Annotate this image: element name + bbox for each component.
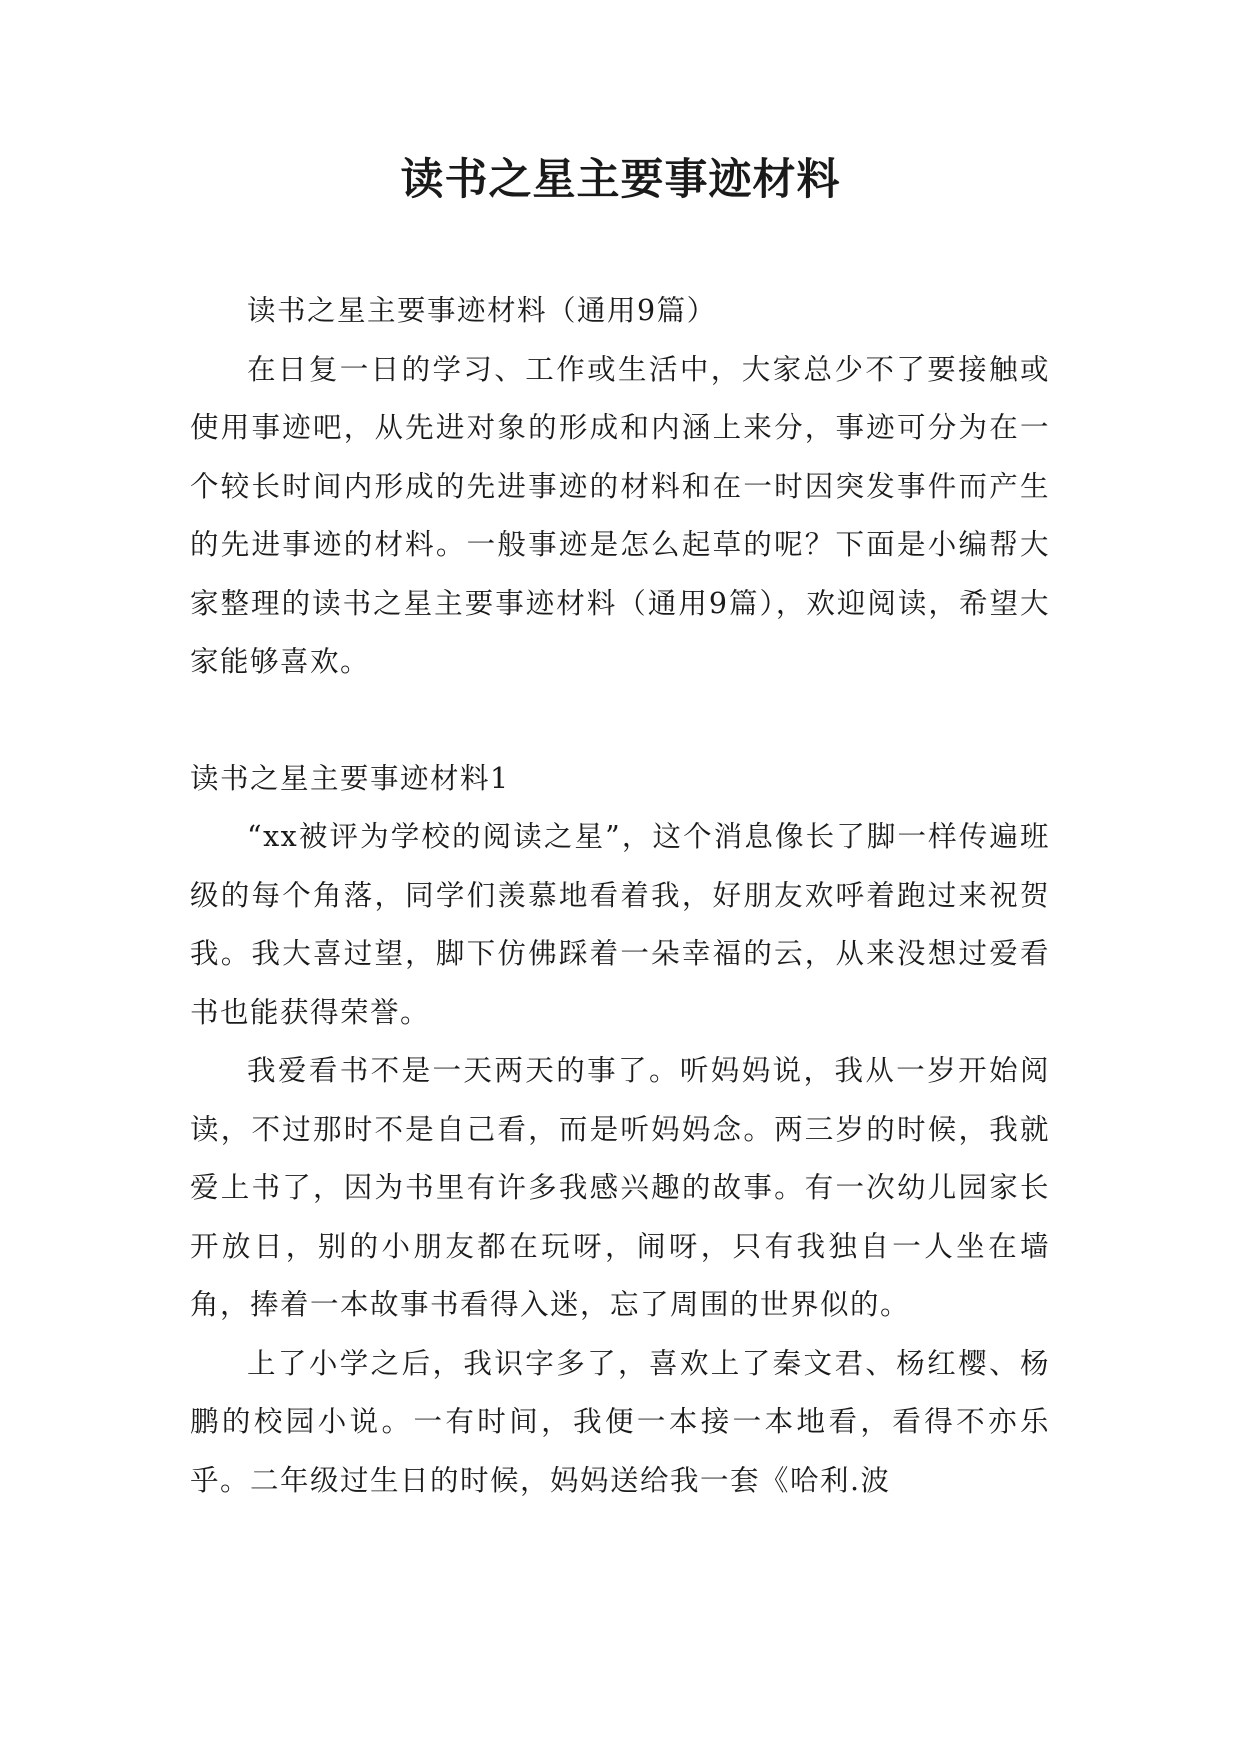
intro-paragraph: 在日复一日的学习、工作或生活中，大家总少不了要接触或使用事迹吧，从先进对象的形成和内涵上来分，事迹可分为在一个较长时间内形成的先进事迹的材料和在一时因突发事件而产生的先进事迹的材料。一般事迹是怎么起草的呢？下面是小编帮大家整理的读书之星主要事迹材料（通用9篇），欢迎阅读，希望大家能够喜欢。 xyxy=(190,352,1050,678)
body-paragraph-3: 上了小学之后，我识字多了，喜欢上了秦文君、杨红樱、杨鹏的校园小说。一有时间，我便一本接一本地看，看得不亦乐乎。二年级过生日的时候，妈妈送给我一套《哈利.波 xyxy=(190,1346,1050,1497)
document-subtitle: 读书之星主要事迹材料（通用9篇） xyxy=(247,294,717,327)
body-paragraph-2: 我爱看书不是一天两天的事了。听妈妈说，我从一岁开始阅读，不过那时不是自己看，而是听妈妈念。两三岁的时候，我就爱上书了，因为书里有许多我感兴趣的故事。有一次幼儿园家长开放日，别的小朋友都在玩呀，闹呀，只有我独自一人坐在墙角，捧着一本故事书看得入迷，忘了周围的世界似的。 xyxy=(190,1054,1050,1321)
section-heading: 读书之星主要事迹材料1 xyxy=(190,761,510,795)
document-title: 读书之星主要事迹材料 xyxy=(400,155,841,205)
document-body xyxy=(190,282,1050,1510)
body-paragraph-1: “xx被评为学校的阅读之星”，这个消息像长了脚一样传遍班级的每个角落，同学们羡慕地看着我，好朋友欢呼着跑过来祝贺我。我大喜过望，脚下仿佛踩着一朵幸福的云，从来没想过爱看书也能获得荣誉。 xyxy=(190,820,1050,1029)
